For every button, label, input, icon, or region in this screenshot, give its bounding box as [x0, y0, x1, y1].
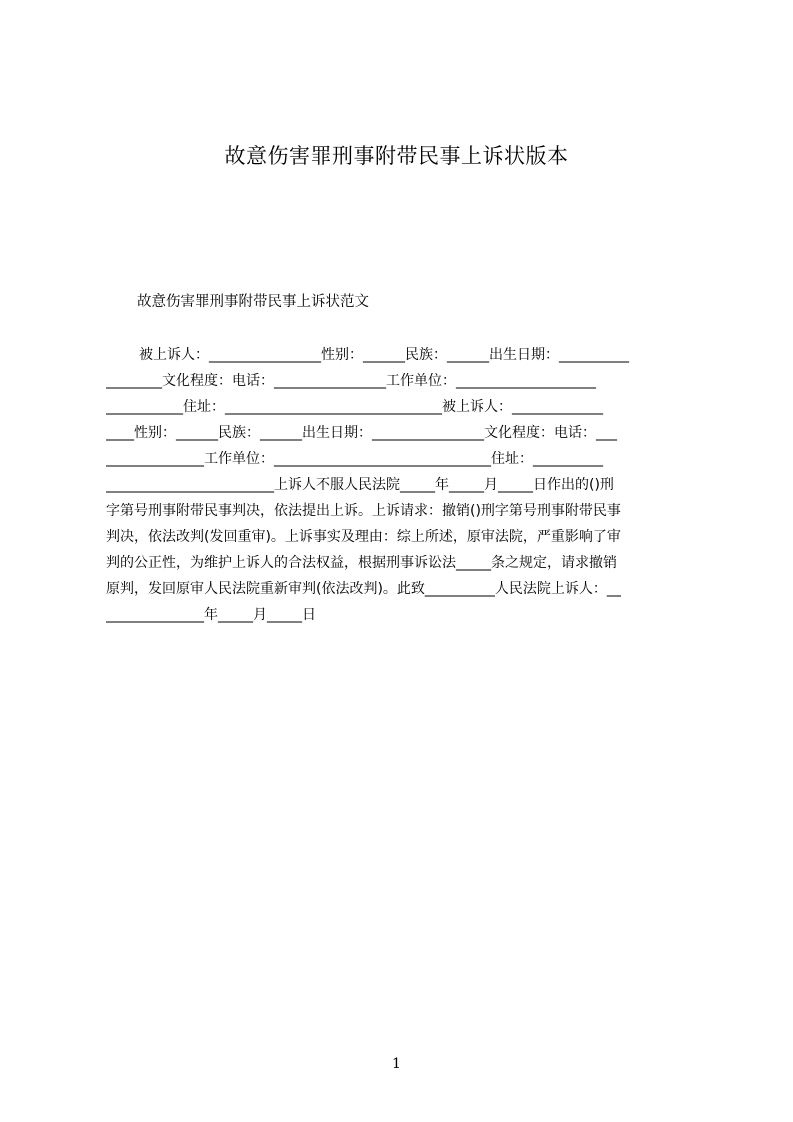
body-line: ________文化程度：电话：________________工作单位：____________________	[106, 373, 596, 389]
body-line: 判的公正性，为维护上诉人的合法权益，根据刑事诉讼法_____条之规定，请求撤销	[106, 555, 617, 571]
body-line: ______________年_____月_____日	[106, 607, 316, 623]
body-line: ____性别：______民族：______出生日期：________________文化程度：电话：___	[106, 425, 617, 441]
body-line: 字第号刑事附带民事判决，依法提出上诉。上诉请求：撤销()刑字第号刑事附带民事	[106, 503, 621, 519]
body-line: ________________________上诉人不服人民法院_____年_____月_____日作出的()刑	[106, 477, 614, 493]
body-line: ___________住址：_______________________________被上诉人：_____________	[106, 399, 603, 415]
body-line: 被上诉人：________________性别：______民族：______出生日期：__________	[139, 347, 629, 363]
document-title: 故意伤害罪刑事附带民事上诉状版本	[224, 144, 569, 168]
document-body	[106, 342, 699, 628]
body-line: 原判，发回原审人民法院重新审判(依法改判)。此致__________人民法院上诉人：__	[106, 581, 621, 597]
body-line: 判决，依法改判(发回重审)。上诉事实及理由：综上所述，原审法院，严重影响了审	[106, 529, 621, 545]
document-subtitle: 故意伤害罪刑事附带民事上诉状范文	[137, 294, 369, 310]
page-number: 1	[392, 1056, 401, 1072]
body-line: ______________工作单位：_______________________________住址：__________	[106, 451, 603, 467]
